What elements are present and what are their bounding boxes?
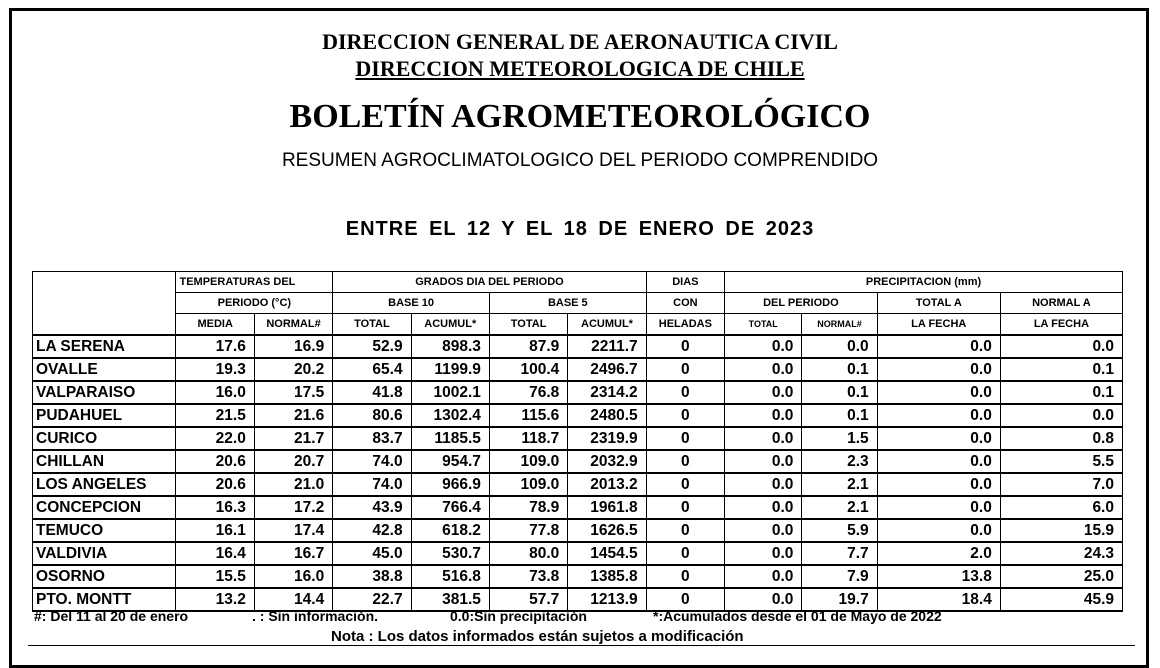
table-cell: 57.7 (489, 588, 567, 611)
table-cell: 1213.9 (568, 588, 646, 611)
table-cell: 0.0 (725, 473, 802, 496)
table-cell: 20.6 (176, 473, 254, 496)
table-cell: 0.1 (1000, 381, 1122, 404)
footnote-dot: . : Sin información. (252, 608, 379, 624)
table-cell: 20.6 (176, 450, 254, 473)
table-cell: 898.3 (411, 335, 489, 358)
table-cell: 0.0 (725, 335, 802, 358)
temp-header: TEMPERATURAS DEL (176, 272, 333, 293)
table-cell: 2013.2 (568, 473, 646, 496)
table-cell: 1385.8 (568, 565, 646, 588)
table-header (33, 272, 1123, 336)
table-cell: 17.5 (254, 381, 332, 404)
table-cell: 17.4 (254, 519, 332, 542)
table-cell: 0.0 (725, 496, 802, 519)
table-cell: 1002.1 (411, 381, 489, 404)
table-cell: 45.9 (1000, 588, 1122, 611)
table-row (33, 542, 1123, 565)
table-cell: 17.6 (176, 335, 254, 358)
table-cell: 87.9 (489, 335, 567, 358)
table-row (33, 335, 1123, 358)
table-cell: 0.0 (802, 335, 877, 358)
table-cell: 16.1 (176, 519, 254, 542)
table-cell: 25.0 (1000, 565, 1122, 588)
table-cell: 16.3 (176, 496, 254, 519)
table-cell: 0.0 (725, 450, 802, 473)
table-cell: 77.8 (489, 519, 567, 542)
table-cell: 52.9 (333, 335, 411, 358)
temp-subheader: PERIODO (°C) (176, 293, 333, 314)
table-cell: 0.0 (877, 404, 1000, 427)
table-cell: 41.8 (333, 381, 411, 404)
station-name: VALDIVIA (33, 542, 176, 565)
org-line-2: DIRECCION METEOROLOGICA DE CHILE (355, 56, 805, 81)
table-cell: 109.0 (489, 450, 567, 473)
table-cell: 1626.5 (568, 519, 646, 542)
table-cell: 0 (646, 519, 724, 542)
table-cell: 0 (646, 565, 724, 588)
station-name: CURICO (33, 427, 176, 450)
table-cell: 0 (646, 496, 724, 519)
table-cell: 2211.7 (568, 335, 646, 358)
table-cell: 1961.8 (568, 496, 646, 519)
la-fecha-normal-header: LA FECHA (1000, 314, 1122, 336)
table-cell: 15.5 (176, 565, 254, 588)
table-cell: 0 (646, 450, 724, 473)
precip-total-header: TOTAL (725, 314, 802, 336)
table-cell: 42.8 (333, 519, 411, 542)
table-cell: 74.0 (333, 473, 411, 496)
table-cell: 0.0 (725, 427, 802, 450)
table-cell: 7.0 (1000, 473, 1122, 496)
grados-header: GRADOS DIA DEL PERIODO (333, 272, 646, 293)
table-cell: 17.2 (254, 496, 332, 519)
table-cell: 381.5 (411, 588, 489, 611)
table-cell: 0 (646, 542, 724, 565)
table-cell: 78.9 (489, 496, 567, 519)
table-cell: 74.0 (333, 450, 411, 473)
table-cell: 0.1 (802, 358, 877, 381)
table-row (33, 404, 1123, 427)
bulletin-subtitle: RESUMEN AGROCLIMATOLOGICO DEL PERIODO COMPRENDIDO (281, 150, 879, 171)
normal-a-header: NORMAL A (1000, 293, 1122, 314)
table-cell: 0 (646, 588, 724, 611)
table-cell: 0.0 (725, 588, 802, 611)
table-cell: 76.8 (489, 381, 567, 404)
la-fecha-total-header: LA FECHA (877, 314, 1000, 336)
table-cell: 43.9 (333, 496, 411, 519)
table-cell: 20.7 (254, 450, 332, 473)
precip-normal-header: NORMAL# (802, 314, 877, 336)
media-header: MEDIA (176, 314, 254, 336)
station-name: LOS ANGELES (33, 473, 176, 496)
table-cell: 16.4 (176, 542, 254, 565)
table-cell: 0.0 (725, 381, 802, 404)
table-row (33, 565, 1123, 588)
table-cell: 0.0 (877, 473, 1000, 496)
table-cell: 5.9 (802, 519, 877, 542)
table-cell: 16.0 (254, 565, 332, 588)
table-cell: 530.7 (411, 542, 489, 565)
bulletin-period: ENTRE EL 12 Y EL 18 DE ENERO DE 2023 (345, 218, 815, 240)
table-cell: 118.7 (489, 427, 567, 450)
table-cell: 7.7 (802, 542, 877, 565)
heladas-header: HELADAS (646, 314, 724, 336)
table-cell: 1199.9 (411, 358, 489, 381)
table-cell: 21.5 (176, 404, 254, 427)
table-row (33, 450, 1123, 473)
table-cell: 0.1 (1000, 358, 1122, 381)
table-cell: 45.0 (333, 542, 411, 565)
table-cell: 7.9 (802, 565, 877, 588)
station-name: PTO. MONTT (33, 588, 176, 611)
table-cell: 83.7 (333, 427, 411, 450)
table-cell: 22.7 (333, 588, 411, 611)
station-name: OVALLE (33, 358, 176, 381)
agro-table (32, 271, 1123, 612)
table-cell: 1302.4 (411, 404, 489, 427)
table-cell: 24.3 (1000, 542, 1122, 565)
station-name: CHILLAN (33, 450, 176, 473)
table-cell: 0.0 (877, 519, 1000, 542)
table-cell: 16.0 (176, 381, 254, 404)
table-cell: 0.0 (725, 565, 802, 588)
bottom-rule (28, 645, 1135, 646)
base10-header: BASE 10 (333, 293, 490, 314)
table-cell: 0.0 (725, 358, 802, 381)
footnote-hash: #: Del 11 al 20 de enero (34, 608, 189, 624)
table-cell: 2.1 (802, 496, 877, 519)
dias-header: DIAS (646, 272, 724, 293)
total-b10-header: TOTAL (333, 314, 411, 336)
org-line-1: DIRECCION GENERAL DE AERONAUTICA CIVIL (322, 29, 838, 54)
table-cell: 0.0 (725, 519, 802, 542)
table-row (33, 496, 1123, 519)
table-cell: 954.7 (411, 450, 489, 473)
table-cell: 2.3 (802, 450, 877, 473)
table-cell: 13.8 (877, 565, 1000, 588)
total-a-header: TOTAL A (877, 293, 1000, 314)
table-cell: 2496.7 (568, 358, 646, 381)
table-cell: 0 (646, 381, 724, 404)
table-row (33, 427, 1123, 450)
table-cell: 2.0 (877, 542, 1000, 565)
table-cell: 100.4 (489, 358, 567, 381)
table-cell: 516.8 (411, 565, 489, 588)
acumul-b5-header: ACUMUL* (568, 314, 646, 336)
station-header (33, 272, 176, 336)
footnote-zero: 0.0:Sin precipitación (450, 608, 587, 624)
table-cell: 80.0 (489, 542, 567, 565)
bulletin-title: BOLETÍN AGROMETEOROLÓGICO (289, 98, 871, 135)
station-name: OSORNO (33, 565, 176, 588)
table-cell: 0 (646, 404, 724, 427)
footnote-asterisk: *:Acumulados desde el 01 de Mayo de 2022 (653, 608, 942, 624)
table-cell: 19.7 (802, 588, 877, 611)
table-cell: 1185.5 (411, 427, 489, 450)
table-cell: 966.9 (411, 473, 489, 496)
acumul-b10-header: ACUMUL* (411, 314, 489, 336)
table-cell: 21.6 (254, 404, 332, 427)
table-cell: 5.5 (1000, 450, 1122, 473)
table-cell: 0.1 (802, 381, 877, 404)
table-cell: 2314.2 (568, 381, 646, 404)
table-cell: 0.1 (802, 404, 877, 427)
table-cell: 115.6 (489, 404, 567, 427)
table-cell: 0 (646, 335, 724, 358)
table-cell: 0.0 (877, 427, 1000, 450)
table-row (33, 473, 1123, 496)
table-cell: 21.7 (254, 427, 332, 450)
table-row (33, 381, 1123, 404)
station-name: CONCEPCION (33, 496, 176, 519)
table-cell: 73.8 (489, 565, 567, 588)
table-cell: 2480.5 (568, 404, 646, 427)
table-cell: 6.0 (1000, 496, 1122, 519)
table-cell: 2.1 (802, 473, 877, 496)
table-cell: 0.0 (1000, 335, 1122, 358)
table-cell: 21.0 (254, 473, 332, 496)
station-name: VALPARAISO (33, 381, 176, 404)
table-cell: 0.0 (1000, 404, 1122, 427)
table-cell: 0.8 (1000, 427, 1122, 450)
table-cell: 0.0 (877, 450, 1000, 473)
station-name: TEMUCO (33, 519, 176, 542)
table-cell: 0 (646, 427, 724, 450)
table-cell: 19.3 (176, 358, 254, 381)
del-periodo-header: DEL PERIODO (725, 293, 878, 314)
table-cell: 618.2 (411, 519, 489, 542)
table-cell: 0.0 (877, 496, 1000, 519)
table-cell: 0.0 (877, 358, 1000, 381)
table-cell: 2319.9 (568, 427, 646, 450)
table-cell: 13.2 (176, 588, 254, 611)
table-cell: 16.7 (254, 542, 332, 565)
table-cell: 15.9 (1000, 519, 1122, 542)
base5-header: BASE 5 (489, 293, 646, 314)
total-b5-header: TOTAL (489, 314, 567, 336)
table-cell: 38.8 (333, 565, 411, 588)
table-cell: 14.4 (254, 588, 332, 611)
table-row (33, 358, 1123, 381)
station-name: PUDAHUEL (33, 404, 176, 427)
table-cell: 2032.9 (568, 450, 646, 473)
station-name: LA SERENA (33, 335, 176, 358)
table-cell: 0.0 (725, 404, 802, 427)
table-cell: 16.9 (254, 335, 332, 358)
table-cell: 0.0 (725, 542, 802, 565)
table-cell: 766.4 (411, 496, 489, 519)
table-row (33, 519, 1123, 542)
table-cell: 20.2 (254, 358, 332, 381)
normal-temp-header: NORMAL# (254, 314, 332, 336)
table-cell: 80.6 (333, 404, 411, 427)
table-cell: 22.0 (176, 427, 254, 450)
table-cell: 1.5 (802, 427, 877, 450)
table-body (33, 335, 1123, 611)
table-cell: 0 (646, 473, 724, 496)
table-cell: 1454.5 (568, 542, 646, 565)
table-cell: 0 (646, 358, 724, 381)
note-text: Nota : Los datos informados están sujetos a modificación (331, 628, 744, 645)
table-cell: 0.0 (877, 381, 1000, 404)
precip-header: PRECIPITACION (mm) (725, 272, 1123, 293)
table-cell: 0.0 (877, 335, 1000, 358)
table-cell: 109.0 (489, 473, 567, 496)
table-cell: 18.4 (877, 588, 1000, 611)
table-cell: 65.4 (333, 358, 411, 381)
dias-subheader: CON (646, 293, 724, 314)
